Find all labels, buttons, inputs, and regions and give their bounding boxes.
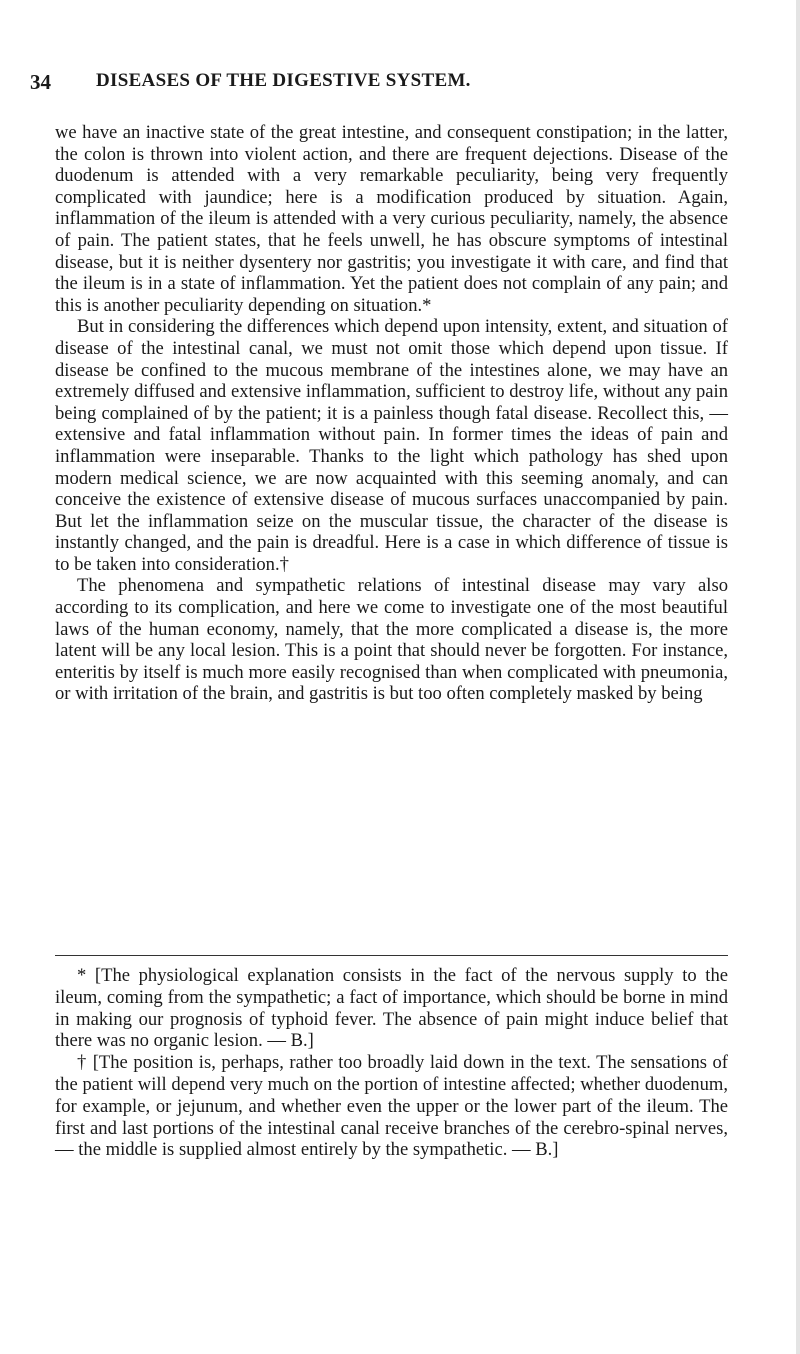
footnote: † [The position is, perhaps, rather too broadly laid down in the text. The sensations of the patient will depend very much on the portion of intestine affected; whether duodenum, for example, or jejunum, and whether even the upper or the lower part of the ileum. The first and last portions of the intestinal canal receive branches of the cerebro-spinal nerves, — the middle is supplied almost entirely by the sympathetic. — B.] — [55, 1052, 728, 1161]
running-head: DISEASES OF THE DIGESTIVE SYSTEM. — [96, 70, 471, 91]
footnotes — [55, 965, 728, 1161]
page-number: 34 — [30, 70, 51, 94]
footnote: * [The physiological explanation consists in the fact of the nervous supply to the ileum, coming from the sympathetic; a fact of importance, which should be borne in mind in making our prognosis of typhoid fever. The absence of pain might induce belief that there was no organic lesion. — B.] — [55, 965, 728, 1052]
paragraph: But in considering the differences which depend upon intensity, extent, and situation of disease of the intestinal canal, we must not omit those which depend upon tissue. If disease be confined to the mucous membrane of the intestines alone, we may have an extremely diffused and extensive inflammation, sufficient to destroy life, without any pain being complained of by the patient; it is a painless though fatal disease. Recollect this, — extensive and fatal inflammation without pain. In former times the ideas of pain and inflammation were inseparable. Thanks to the light which pathology has shed upon modern medical science, we are now acquainted with this seeming anomaly, and can conceive the existence of extensive disease of mucous surfaces unaccompanied by pain. But let the inflammation seize on the muscular tissue, the character of the disease is instantly changed, and the pain is dreadful. Here is a case in which difference of tissue is to be taken into consideration.† — [55, 316, 728, 575]
page-edge-shadow — [796, 0, 800, 1354]
paragraph: we have an inactive state of the great intestine, and consequent constipation; in the latter, the colon is thrown into violent action, and there are frequent dejections. Disease of the duodenum is attended with a very remarkable peculiarity, being very frequently complicated with jaundice; here is a modification produced by situation. Again, inflammation of the ileum is attended with a very curious peculiarity, namely, the absence of pain. The patient states, that he feels unwell, he has obscure symptoms of intestinal disease, but it is neither dysentery nor gastritis; you investigate it with care, and find that the ileum is in a state of inflammation. Yet the patient does not complain of any pain; and this is another peculiarity depending on situation.* — [55, 122, 728, 316]
page-header — [30, 60, 730, 96]
body-text — [55, 122, 728, 705]
paragraph: The phenomena and sympathetic relations of intestinal disease may vary also according to its complication, and here we come to investigate one of the most beautiful laws of the human economy, namely, that the more complicated a disease is, the more latent will be any local lesion. This is a point that should never be forgotten. For instance, enteritis by itself is much more easily recognised than when complicated with pneumonia, or with irritation of the brain, and gastritis is but too often completely masked by being — [55, 575, 728, 705]
footnote-divider — [55, 955, 728, 956]
